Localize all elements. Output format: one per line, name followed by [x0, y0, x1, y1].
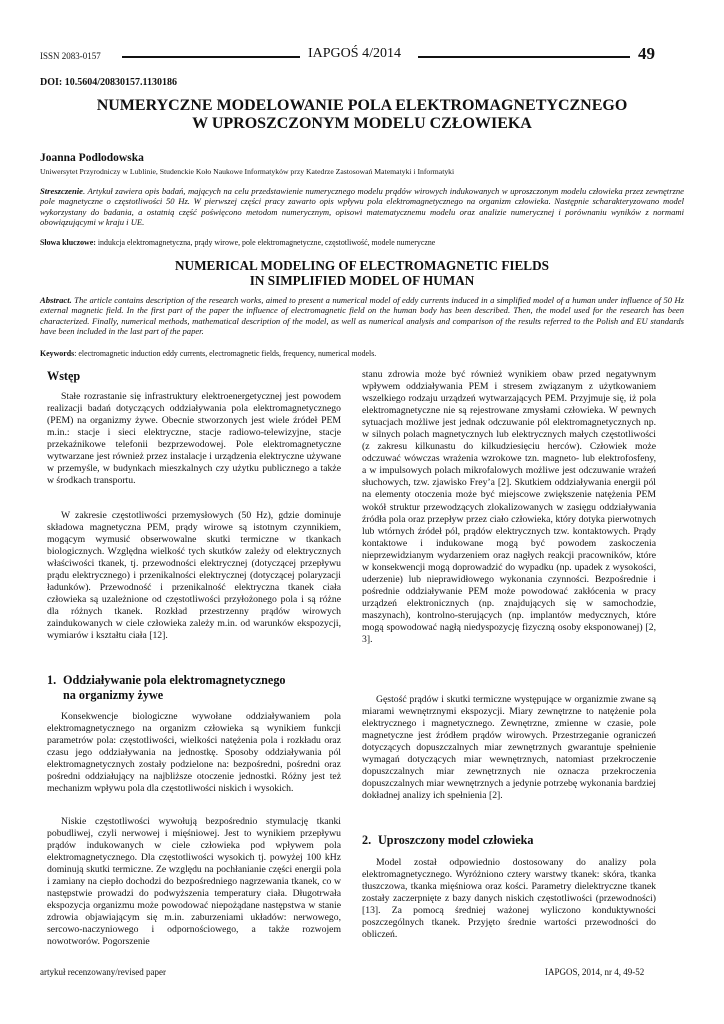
footer-right: IAPGOS, 2014, nr 4, 49-52 [545, 967, 645, 977]
keywords-en [40, 349, 376, 358]
footer-left: artykuł recenzowany/revised paper [40, 967, 166, 977]
header-rule-right [418, 56, 630, 58]
section1-paragraph-1: Konsekwencje biologiczne wywołane oddziaływaniem pola elektromagnetycznego na organizm człowieka są wynikiem funkcji parametrów pola: częstotliwości, wielkości natężenia pola i rozkładu oraz czasu jego oddziaływania na jednostkę. Sposoby oddziaływania pól elektromagnetycznych zostały podzielone na: bezpośredni, pośredni oraz pośredni oddziałujący na najbliższe otoczenie jednostki. Różny jest też mechanizm wpływu pola dla częstotliwości niskich i wysokich. [47, 711, 341, 795]
doi: DOI: 10.5604/20830157.1130186 [40, 77, 177, 88]
author-affiliation: Uniwersytet Przyrodniczy w Lublinie, Studenckie Koło Naukowe Informatyków przy Katedrze Zastosowań Matematyki i Informatyki [40, 167, 455, 176]
section1-paragraph-2: Niskie częstotliwości wywołują bezpośrednio stymulację tkanki pobudliwej, czyli nerwowej i mięśniowej. Jest to wynikiem przepływu prądów indukowanych w ciele człowieka pod wpływem pola elektromagnetycznego. Dla częstotliwości wysokich tj. powyżej 100 kHz dominują skutki termiczne. Ze względu na pochłanianie części energii pola i zamiany na ciepło dochodzi do bezpośredniego nagrzewania tkanek, co w następstwie prowadzi do podwyższenia temperatury ciała. Długotrwała ekspozycja organizmu może powodować niepożądane następstwa w stanie zdrowia objawiającym się m.in. zaburzeniami układów: nerwowego, sercowo-naczyniowego i odpornościowego, a także rozwojem nowotworów. Pogorszenie [47, 816, 341, 948]
section1-number: 1. [47, 673, 57, 687]
abstract-pl-text: . Artykuł zawiera opis badań, mających na celu przedstawienie numerycznego modelu prądów wirowych indukowanych w uproszczonym modelu człowieka przez zewnętrzne pole magnetyczne o częstotliwości 50 Hz. W pierwszej części pracy zawarto opis wpływu pola elektromagnetycznego na organizm człowieka. Następnie scharakteryzowano model wykorzystany do badania, a ostatnią część poświęcono metodom numerycznym, opisowi matematycznemu modelu oraz analizie numerycznej i porównaniu wyników z normami obowiązującymi w kraju i UE. [40, 186, 684, 228]
section2-number: 2. [362, 833, 372, 847]
abstract-pl [40, 186, 684, 228]
section1-heading-line2: na organizmy żywe [63, 687, 164, 702]
keywords-pl-label: Słowa kluczowe: [40, 238, 96, 247]
header-rule-left [122, 56, 300, 58]
abstract-en-text: The article contains description of the research works, aimed to present a numerical model of eddy currents induced in a simplified model of a human under influence of 50 Hz external magnetic field. In the first part of the paper the influence of electromagnetic field on the human body has been described. Then, the model used for the research has been characterized. Finally, numerical methods, mathematical description of the model, as well as numerical analysis and comparison of the results referred to the Polish and EU standards have been included in the last part of the paper. [40, 295, 684, 337]
intro-paragraph-2: W zakresie częstotliwości przemysłowych (50 Hz), gdzie dominuje składowa magnetyczna PEM, prądy wirowe są istotnym czynnikiem, mogącym wymusić obserwowalne skutki termiczne w tkankach biologicznych. Względna wielkość tych skutków zależy od elektrycznych właściwości tkanek, tj. przewodności elektrycznej (dotyczącej przepływu prądu elektrycznego) i przenikalności elektrycznej (dotyczącej polaryzacji ładunków). Przewodność i przenikalność elektryczna tkanek ciała człowieka są uzależnione od częstotliwości przyłożonego pola i są różne dla różnych tkanek. Rozkład przestrzenny prądów wirowych zaindukowanych w ciele człowieka zależy m.in. od warunków ekspozycji, wymiarów i kształtu ciała [12]. [47, 510, 341, 642]
section2-heading [362, 833, 656, 848]
title-en-line1: NUMERICAL MODELING OF ELECTROMAGNETIC FIELDS [175, 258, 549, 273]
keywords-en-text: : electromagnetic induction eddy currents, electromagnetic fields, frequency, numerical models. [74, 349, 377, 358]
author-name: Joanna Podlodowska [40, 152, 144, 164]
keywords-pl-text: indukcja elektromagnetyczna, prądy wirowe, pole elektromagnetyczne, częstotliwość, modele numeryczne [95, 238, 436, 247]
keywords-pl [40, 238, 435, 247]
intro-heading: Wstęp [47, 369, 81, 383]
section2-heading-text: Uproszczony model człowieka [378, 833, 534, 847]
intro-paragraph-1: Stałe rozrastanie się infrastruktury elektroenergetycznej jest powodem realizacji badań dotyczących oddziaływania pola elektromagnetycznego (PEM) na organizmy żywe. Obecnie stworzonych jest wiele źródeł PEM m.in.: stacje i sieci elektryczne, stacje radiowo-telewizyjne, stacje przekaźnikowe telefonii bezprzewodowej. Pole elektromagnetyczne wytwarzane jest również przez instalacje i urządzenia elektryczne używane w przemyśle, w budynkach mieszkalnych czy użytku publicznego a także w środkach transportu. [47, 391, 341, 487]
abstract-en [40, 295, 684, 337]
abstract-en-label: Abstract. [40, 295, 72, 305]
right-column-paragraph-2: Gęstość prądów i skutki termiczne występujące w organizmie zwane są miarami wewnętrznymi ekspozycji. Miary zewnętrzne to natężenie pola elektrycznego i magnetycznego. Zewnętrzne, zmienne w czasie, pole magnetyczne jest źródłem prądów wirowych. Przestrzeganie ograniczeń dotyczących dopuszczalnych miar zewnętrznych gwarantuje spełnienie wymagań dotyczących miar wewnętrznych, natomiast przekroczenie dopuszczalnych miar zewnętrznych nie oznacza przekroczenia dopuszczalnych miar wewnętrznych a jedynie potrzebę wykonania bardziej dokładnej analizy ich spełnienia [2]. [362, 694, 656, 802]
abstract-pl-label: Streszczenie [40, 186, 83, 196]
issn: ISSN 2083-0157 [40, 51, 101, 61]
right-column-paragraph-1: stanu zdrowia może być również wynikiem obaw przed negatywnym wpływem oddziaływania PEM i stresem związanym z użytkowaniem wszelkiego rodzaju urządzeń wytwarzających PEM. Przyjmuje się, iż pola elektromagnetyczne nie są rejestrowane zmysłami człowieka. W pewnych sytuacjach możliwe jest jednak odczuwanie pól elektromagnetycznych np. w silnych polach magnetycznych lub elektrycznych małych częstotliwości (z zakresu kilkunastu do kilkudziesięciu herców). Człowiek może odczuwać wówczas wrażenia wzrokowe tzn. magneto- lub elektrofosfeny, a w impulsowych polach mikrofalowych możliwe jest odczuwanie wrażeń słuchowych, tzw. zjawisko Frey’a [2]. Skutkiem oddziaływania energii pól na elementy otoczenia może być miejscowe zwiększenie natężenia PEM wokół struktur przewodzących zlokalizowanych w zasięgu oddziaływania źródła pola oraz przepływ przez ciało człowieka, który dotyka pierwotnych lub wtórnych źródeł pól, prądów elektrycznych tzw. kontaktowych. Prądy kontaktowe i indukowane mogą być powodem zaskoczenia nieprzewidzianym wydarzeniem oraz nagłych reakcji pracowników, które w konsekwencji mogą doprowadzić do wypadku (np. upadek z wysokości, uderzenie) lub nieprawidłowego wykonania czynności. Bezpośrednie i pośrednie oddziaływanie PEM może powodować zakłócenia w pracy urządzeń elektronicznych (np. znajdujących się w samochodzie, maszynach), kontrolno-sterujących (np. implantów medycznych, które mogą spowodować nagłą niedyspozycję fizyczną osoby eksponowanej) [2, 3]. [362, 369, 656, 646]
page-number: 49 [638, 44, 655, 63]
title-pl-line2: W UPROSZCZONYM MODELU CZŁOWIEKA [192, 115, 532, 132]
title-pl-line1: NUMERYCZNE MODELOWANIE POLA ELEKTROMAGNETYCZNEGO [96, 97, 628, 114]
journal-name: IAPGOŚ 4/2014 [308, 46, 401, 61]
section2-paragraph-1: Model został odpowiednio dostosowany do analizy pola elektromagnetycznego. Wyróżniono cztery warstwy tkanek: skóra, tkanka tłuszczowa, tkanka mięśniowa oraz kości. Parametry dielektryczne tkanek zostały zaczerpnięte z bazy danych niskich częstotliwości (przewodności) [13]. Za pomocą średniej ważonej wyliczono konduktywności poszczególnych tkanek. Przyjęto średnie wartości przewodności do obliczeń. [362, 857, 656, 941]
keywords-en-label: Keywords [40, 349, 75, 358]
section1-heading-line1: Oddziaływanie pola elektromagnetycznego [63, 673, 286, 687]
section1-heading [47, 673, 341, 702]
title-en-line2: IN SIMPLIFIED MODEL OF HUMAN [249, 273, 475, 288]
